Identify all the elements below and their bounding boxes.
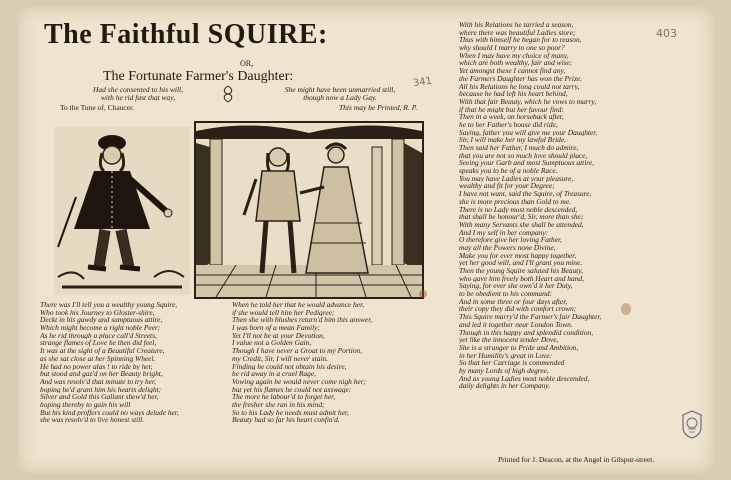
- verse-line: he to her Father's house did ride,: [459, 120, 558, 129]
- tagline-right-line-1: She might have been unmarried still,: [284, 85, 396, 94]
- verse-line: daily delights in her Company.: [459, 382, 550, 390]
- verse-line: Though in this happy and splendid condition,: [459, 328, 594, 337]
- verse-line: that you are not so much love should place,: [459, 151, 588, 160]
- verse-line: I was born of a mean Family;: [232, 324, 320, 332]
- verse-line: O therefore give her loving Father,: [459, 236, 562, 244]
- verse-line: because he had left his heart behind,: [459, 90, 568, 98]
- verse-line: as she sat close at her Spinning Wheel.: [40, 354, 156, 363]
- tagline-right-line-2: though now a Lady Gay.: [303, 93, 377, 102]
- verse-line: strange flames of Love he then did feel,: [40, 339, 157, 348]
- tagline-left-line-1: Had she consented to his will,: [93, 85, 183, 94]
- verse-line: my Credit, Sir, I will never stain.: [232, 354, 329, 363]
- ink-stain: [419, 290, 427, 298]
- verse-line: The more he labour'd to forget her,: [232, 393, 336, 401]
- verse-line: Then in a week, on horseback after,: [459, 113, 564, 121]
- verse-line: So that her Carriage is commended: [459, 359, 565, 367]
- verse-line: Vowing again he would never come nigh her;: [232, 377, 367, 386]
- woodcut-squire: [54, 127, 190, 295]
- verse-line: the fresher she ran in his mind;: [232, 400, 325, 409]
- verse-line: why should I marry to one so poor?: [459, 44, 565, 52]
- verse-line: Finding he could not obtain his desire,: [232, 362, 347, 371]
- verse-line: When he told her that he would advance her,: [232, 301, 364, 309]
- or-line: OR,: [240, 59, 254, 68]
- verse-line: With that fair Beauty, which he vows to marry,: [459, 97, 597, 106]
- verse-line: He had no power alas ! to ride by her,: [40, 362, 153, 371]
- verse-line: who gave him freely both Heart and hand,: [459, 274, 584, 283]
- verse-line: yet like the innocent tender Dove,: [459, 336, 559, 344]
- verse-line: but yet his flames he could not asswage:: [232, 385, 352, 394]
- verse-line: And as young Ladies most noble descended,: [459, 374, 590, 383]
- tagline-left-line-2: with he rid fast that way,: [100, 93, 176, 102]
- verse-line: As he rid through a place call'd Streets,: [40, 331, 157, 340]
- verse-line: Yet amongst these I cannot find any,: [459, 67, 566, 75]
- verse-line: and led it together near London Town.: [459, 320, 573, 329]
- verse-column-1: [40, 301, 179, 424]
- verse-line: to be obedient to his command:: [459, 290, 552, 298]
- verse-line: Saying, father you will give me your Daughter,: [459, 128, 598, 137]
- verse-line: by many Lords of high degree,: [459, 366, 549, 375]
- verse-line: Thus with himself he began for to reason,: [459, 36, 582, 45]
- verse-line: Then said her Father, I much do admire,: [459, 144, 579, 152]
- verse-line: So to his Lady he needs must admit her,: [232, 408, 349, 417]
- tagline-left: [58, 86, 218, 102]
- verse-line: their copy they did with comfort crown;: [459, 305, 577, 314]
- verse-line: the Farmers Daughter has won the Prize.: [459, 74, 582, 83]
- verse-line: Yet I'll not be at your Devotion,: [232, 331, 325, 340]
- verse-line: I value not a Golden Gain,: [232, 339, 312, 348]
- verse-line: she is more precious than Gold to me.: [459, 197, 571, 206]
- verse-line: hoping thereby to gain his will: [40, 400, 131, 409]
- verse-line: She is a stranger to Pride and Ambition,: [459, 343, 579, 352]
- verse-line: Though I have never a Groat to my Portion,: [232, 347, 363, 355]
- verse-line: Who took his Journey to Gloster-shire,: [40, 308, 155, 317]
- verse-line: When I may have my choice of many,: [459, 51, 569, 60]
- verse-line: if she would tell him her Pedigree;: [232, 308, 335, 317]
- verse-line: wealthy and fit for your Degree;: [459, 182, 555, 191]
- pencil-note-corner: 403: [656, 27, 677, 40]
- verse-line: It was at the sight of a Beautiful Creature,: [40, 347, 165, 355]
- verse-line: hoping he'd grant him his hearts delight;: [40, 385, 162, 394]
- verse-line: With many Servants she shall be attended,: [459, 220, 584, 229]
- verse-column-2: [232, 301, 372, 424]
- pencil-note-mid: 341: [412, 75, 433, 90]
- ballad-subtitle: The Fortunate Farmer's Daughter:: [103, 69, 294, 84]
- verse-line: Make you for ever most happy together,: [459, 251, 577, 260]
- verse-line: And I my self in her company:: [459, 228, 549, 237]
- tagline-right: [250, 86, 430, 102]
- verse-line: And in some three or four days after,: [459, 297, 568, 306]
- verse-line: Sir, I will make her my lawful Bride.: [459, 136, 566, 144]
- verse-line: You may have Ladies at your pleasure,: [459, 174, 574, 183]
- verse-line: Then she with blushes return'd him this answer,: [232, 316, 373, 325]
- verse-column-3: [459, 21, 601, 390]
- verse-line: This Squire marry'd the Farmer's fair Daughter,: [459, 313, 602, 321]
- verse-line: speaks you to be of a noble Race.: [459, 167, 558, 175]
- fleuron-ornament: [221, 85, 235, 103]
- verse-line: There is no Lady most noble descended,: [459, 205, 578, 214]
- broadside-sheet: [18, 7, 714, 473]
- verse-line: where there was beautiful Ladies store;: [459, 28, 576, 37]
- verse-line: Saying, for ever she own'd it her Duty,: [459, 282, 573, 291]
- verse-line: in her Humility's great in Love:: [459, 351, 553, 360]
- ballad-title: The Faithful SQUIRE:: [44, 19, 328, 50]
- verse-line: With his Relations he tarried a season,: [459, 21, 574, 29]
- library-stamp: [681, 409, 703, 439]
- verse-line: yet her good will, and I'll grant you mine.: [459, 259, 583, 267]
- verse-line: And was resolv'd that minute to try her,: [40, 377, 156, 386]
- verse-line: Deckt in his gawdy and sumptuous attire,: [40, 316, 163, 325]
- woodcut-couple: [194, 121, 424, 299]
- printer-imprint: Printed for J. Deacon, at the Angel in Gilspur-street.: [498, 455, 655, 464]
- tune-line: To the Tune of, Chaucer.: [60, 103, 135, 112]
- ink-stain: [621, 303, 631, 315]
- verse-line: but stood and gaz'd on her Beauty bright,: [40, 370, 163, 378]
- verse-line: There was I'll tell you a wealthy young Squire,: [40, 301, 178, 309]
- verse-line: which are both wealthy, fair and wise;: [459, 59, 573, 68]
- verse-line: Beauty had so far his heart confin'd.: [232, 416, 340, 424]
- verse-line: he rid away in a cruel Rage,: [232, 370, 316, 378]
- verse-line: she was resolv'd to live honest still.: [40, 416, 145, 424]
- verse-line: if that he might but her favour find:: [459, 105, 564, 114]
- verse-line: But his kind proffers could no ways delude her,: [40, 408, 179, 417]
- verse-line: All his Relations he long could not tarry,: [459, 82, 580, 91]
- verse-line: Silver and Gold this Gallant shew'd her,: [40, 393, 159, 401]
- verse-line: Which might become a right noble Peer;: [40, 324, 161, 332]
- verse-line: that shall be honour'd, Sir, more than she;: [459, 213, 584, 221]
- licence-line: This may be Printed, R. P.: [339, 103, 418, 112]
- verse-line: Then the young Squire saluted his Beauty,: [459, 267, 583, 275]
- verse-line: may all the Powers none Divine,: [459, 243, 556, 252]
- verse-line: I have not want, said the Squire, of Treasure,: [459, 190, 592, 198]
- verse-line: Seeing your Garb and most Sumptuous attire,: [459, 159, 595, 168]
